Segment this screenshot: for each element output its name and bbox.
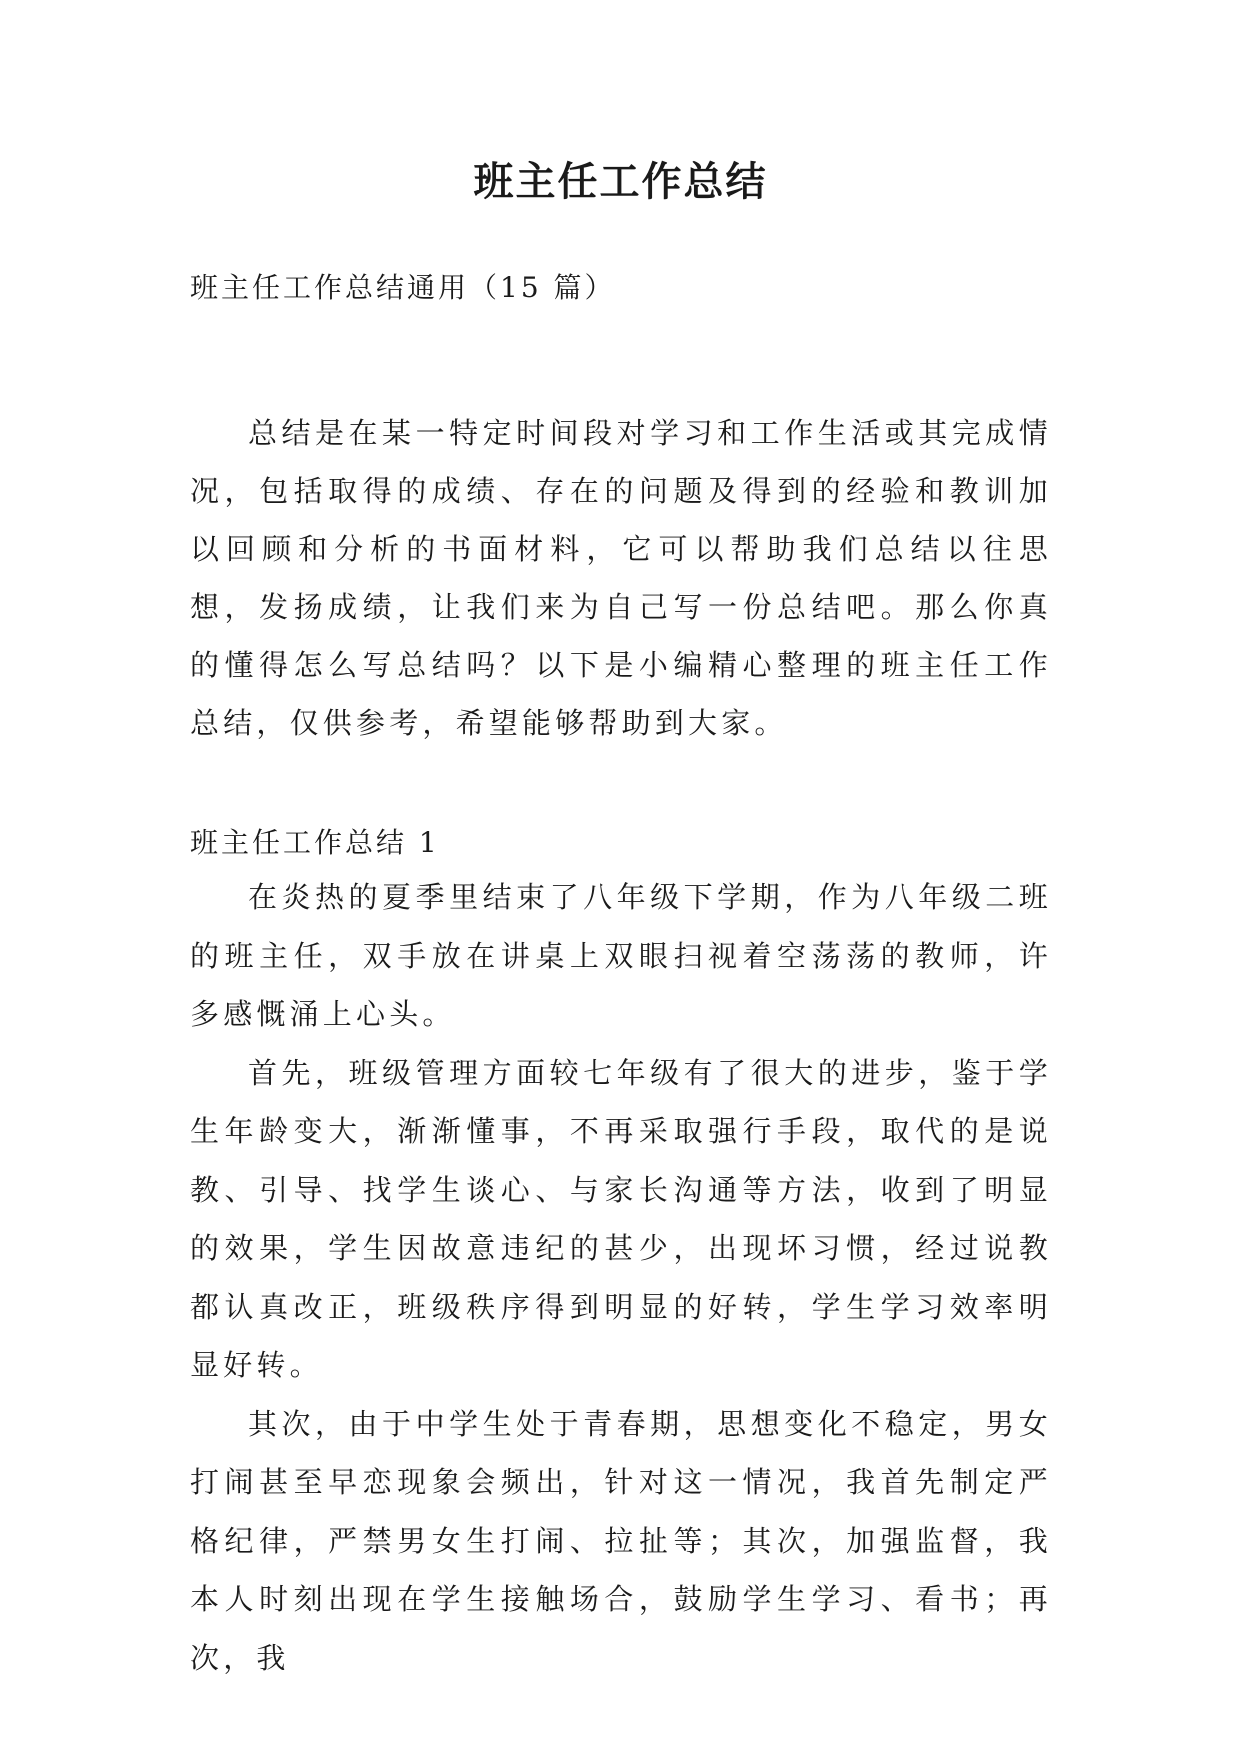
body-paragraph: 在炎热的夏季里结束了八年级下学期，作为八年级二班的班主任，双手放在讲桌上双眼扫视着空荡荡的教师，许多感慨涌上心头。 [190, 880, 1052, 1031]
document-title: 班主任工作总结 [473, 158, 768, 205]
section-body [190, 868, 1052, 1687]
intro-paragraph: 总结是在某一特定时间段对学习和工作生活或其完成情况，包括取得的成绩、存在的问题及得到的经验和教训加以回顾和分析的书面材料，它可以帮助我们总结以往思想，发扬成绩，让我们来为自己写一份总结吧。那么你真的懂得怎么写总结吗？以下是小编精心整理的班主任工作总结，仅供参考，希望能够帮助到大家。 [190, 416, 1052, 740]
body-paragraph: 首先，班级管理方面较七年级有了很大的进步，鉴于学生年龄变大，渐渐懂事，不再采取强行手段，取代的是说教、引导、找学生谈心、与家长沟通等方法，收到了明显的效果，学生因故意违纪的甚少，出现坏习惯，经过说教都认真改正，班级秩序得到明显的好转，学生学习效率明显好转。 [190, 1055, 1052, 1382]
section-heading: 班主任工作总结 1 [190, 826, 440, 859]
body-paragraph: 其次，由于中学生处于青春期，思想变化不稳定，男女打闹甚至早恋现象会频出，针对这一情况，我首先制定严格纪律，严禁男女生打闹、拉扯等；其次，加强监督，我本人时刻出现在学生接触场合，鼓励学生学习、看书；再次，我 [190, 1406, 1052, 1675]
document-subtitle: 班主任工作总结通用（15 篇） [190, 271, 616, 304]
